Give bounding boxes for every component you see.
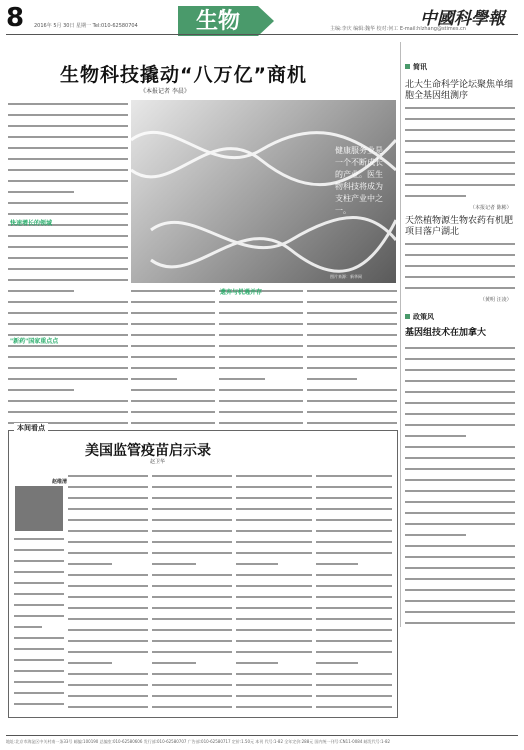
- text-line: [68, 574, 148, 582]
- subhead-1: 快速增长的领域: [10, 220, 53, 227]
- text-line: [8, 356, 128, 364]
- text-line: [14, 582, 64, 590]
- text-line: [236, 629, 312, 637]
- text-line: [219, 411, 303, 419]
- text-line: [405, 556, 515, 564]
- text-line: [405, 468, 515, 476]
- text-line: [68, 508, 148, 516]
- text-line: [152, 541, 232, 549]
- text-line: [307, 356, 397, 364]
- text-line: [405, 523, 515, 531]
- text-line: [316, 552, 392, 560]
- text-line: [8, 191, 128, 199]
- text-line: [316, 508, 392, 516]
- header-meta: 2016年 5月 30日 星期一 Tel:010-62580704: [34, 23, 138, 29]
- article-column-3: [219, 287, 303, 425]
- text-line: [68, 673, 148, 681]
- sidebar-item-1-source: （本报记者 陈彬）: [470, 205, 512, 211]
- text-line: [405, 118, 515, 126]
- sidebar-item-2-title: 天然植物源生物农药有机肥项目落户湖北: [405, 216, 514, 237]
- sidebar-item-1-text: [405, 104, 515, 204]
- text-line: [131, 290, 215, 298]
- text-line: [219, 378, 303, 386]
- feature-column-2: [68, 472, 148, 712]
- text-line: [236, 585, 312, 593]
- text-line: [14, 560, 64, 568]
- feature-tag: 本间看点: [14, 423, 48, 433]
- subhead-3: 遗弃与机遇并存: [220, 289, 263, 296]
- text-line: [68, 607, 148, 615]
- text-line: [14, 538, 64, 546]
- text-line: [219, 334, 303, 342]
- text-line: [68, 475, 148, 483]
- text-line: [405, 358, 515, 366]
- text-line: [14, 593, 64, 601]
- text-line: [8, 147, 128, 155]
- footer-text: 地址:北京市海淀区中关村南一条33号 邮编:100190 总编室:010-62580606 发行部:010-62580707 广告部:010-62580717 定价:1.50元 本刊 代号:1-82 全年定价:288元 国内统一刊号:CN11-0084 邮发代号:1-82: [6, 739, 391, 744]
- text-line: [405, 107, 515, 115]
- text-line: [8, 158, 128, 166]
- text-line: [152, 497, 232, 505]
- text-line: [68, 629, 148, 637]
- text-line: [405, 534, 515, 542]
- text-line: [14, 681, 64, 689]
- feature-column-1: [14, 535, 64, 711]
- text-line: [316, 640, 392, 648]
- text-line: [405, 369, 515, 377]
- text-line: [405, 151, 515, 159]
- text-line: [236, 618, 312, 626]
- text-line: [8, 268, 128, 276]
- article-column-1: [8, 100, 128, 430]
- text-line: [8, 290, 128, 298]
- text-line: [405, 567, 515, 575]
- text-line: [152, 662, 232, 670]
- text-line: [152, 607, 232, 615]
- text-line: [307, 301, 397, 309]
- text-line: [8, 312, 128, 320]
- text-line: [8, 345, 128, 353]
- text-line: [68, 563, 148, 571]
- text-line: [405, 162, 515, 170]
- sidebar-item-2-text: [405, 240, 515, 298]
- text-line: [68, 684, 148, 692]
- masthead-logo: 中國科學報: [420, 9, 505, 29]
- subhead-2: "新药"国家重点点: [10, 338, 59, 345]
- sidebar-section-news: 简讯: [405, 62, 427, 72]
- text-line: [131, 334, 215, 342]
- text-line: [14, 670, 64, 678]
- text-line: [8, 180, 128, 188]
- text-line: [316, 530, 392, 538]
- text-line: [152, 673, 232, 681]
- text-line: [68, 651, 148, 659]
- text-line: [219, 422, 303, 425]
- text-line: [236, 508, 312, 516]
- text-line: [152, 508, 232, 516]
- text-line: [8, 400, 128, 408]
- sidebar-item-3-text: [405, 344, 515, 624]
- page-number: 8: [6, 3, 25, 33]
- text-line: [131, 422, 215, 425]
- section-label: 生物: [195, 8, 240, 34]
- text-line: [236, 651, 312, 659]
- article-column-4: [307, 287, 397, 425]
- text-line: [405, 611, 515, 619]
- text-line: [405, 545, 515, 553]
- text-line: [219, 345, 303, 353]
- text-line: [14, 692, 64, 700]
- text-line: [219, 312, 303, 320]
- main-byline: 《本报记者 李晨》: [140, 88, 190, 95]
- text-line: [152, 530, 232, 538]
- text-line: [405, 413, 515, 421]
- text-line: [405, 435, 515, 443]
- text-line: [405, 490, 515, 498]
- text-line: [405, 402, 515, 410]
- text-line: [236, 706, 312, 712]
- text-line: [14, 659, 64, 667]
- text-line: [68, 695, 148, 703]
- text-line: [405, 243, 515, 251]
- text-line: [8, 103, 128, 111]
- text-line: [8, 279, 128, 287]
- text-line: [307, 290, 397, 298]
- text-line: [307, 389, 397, 397]
- text-line: [68, 640, 148, 648]
- text-line: [236, 596, 312, 604]
- text-line: [236, 607, 312, 615]
- text-line: [152, 475, 232, 483]
- text-line: [316, 519, 392, 527]
- text-line: [152, 706, 232, 712]
- text-line: [131, 400, 215, 408]
- text-line: [68, 497, 148, 505]
- text-line: [405, 600, 515, 608]
- text-line: [405, 501, 515, 509]
- text-line: [316, 486, 392, 494]
- text-line: [8, 202, 128, 210]
- text-line: [14, 604, 64, 612]
- text-line: [219, 301, 303, 309]
- sidebar-item-3-title: 基因组技术在加拿大: [405, 328, 487, 338]
- text-line: [152, 651, 232, 659]
- text-line: [405, 380, 515, 388]
- text-line: [68, 552, 148, 560]
- sidebar-item-2-source: （黄明 汪凌）: [480, 297, 512, 303]
- text-line: [405, 195, 515, 203]
- author-photo: [15, 486, 63, 531]
- text-line: [14, 637, 64, 645]
- text-line: [307, 334, 397, 342]
- text-line: [316, 662, 392, 670]
- text-line: [405, 446, 515, 454]
- text-line: [8, 136, 128, 144]
- text-line: [8, 125, 128, 133]
- text-line: [8, 257, 128, 265]
- text-line: [68, 486, 148, 494]
- text-line: [236, 530, 312, 538]
- text-line: [8, 114, 128, 122]
- text-line: [405, 254, 515, 262]
- text-line: [307, 378, 397, 386]
- text-line: [405, 276, 515, 284]
- section-tag: [178, 6, 258, 36]
- text-line: [236, 497, 312, 505]
- header-divider: [6, 34, 518, 35]
- text-line: [316, 574, 392, 582]
- text-line: [405, 347, 515, 355]
- text-line: [219, 400, 303, 408]
- author-photo-label: 赵维清: [52, 479, 68, 485]
- text-line: [316, 618, 392, 626]
- sidebar-section-policy: 政策风: [405, 312, 434, 322]
- feature-author: 赵卫华: [150, 459, 166, 465]
- text-line: [405, 287, 515, 295]
- text-line: [316, 563, 392, 571]
- text-line: [14, 648, 64, 656]
- text-line: [8, 389, 128, 397]
- text-line: [131, 323, 215, 331]
- text-line: [131, 389, 215, 397]
- text-line: [68, 662, 148, 670]
- text-line: [405, 479, 515, 487]
- text-line: [131, 312, 215, 320]
- text-line: [307, 400, 397, 408]
- text-line: [68, 706, 148, 712]
- text-line: [14, 626, 64, 634]
- text-line: [405, 589, 515, 597]
- text-line: [236, 519, 312, 527]
- text-line: [405, 457, 515, 465]
- text-line: [131, 411, 215, 419]
- text-line: [219, 389, 303, 397]
- text-line: [236, 662, 312, 670]
- text-line: [405, 424, 515, 432]
- text-line: [307, 312, 397, 320]
- text-line: [405, 129, 515, 137]
- article-column-2: [131, 287, 215, 425]
- text-line: [316, 596, 392, 604]
- text-line: [131, 378, 215, 386]
- footer-divider: [6, 735, 518, 736]
- text-line: [152, 519, 232, 527]
- text-line: [236, 541, 312, 549]
- text-line: [219, 356, 303, 364]
- text-line: [236, 486, 312, 494]
- text-line: [405, 173, 515, 181]
- text-line: [152, 629, 232, 637]
- text-line: [236, 552, 312, 560]
- text-line: [68, 530, 148, 538]
- text-line: [8, 169, 128, 177]
- text-line: [316, 629, 392, 637]
- text-line: [68, 618, 148, 626]
- text-line: [68, 541, 148, 549]
- text-line: [152, 684, 232, 692]
- text-line: [236, 695, 312, 703]
- text-line: [405, 184, 515, 192]
- text-line: [8, 323, 128, 331]
- text-line: [316, 695, 392, 703]
- text-line: [316, 607, 392, 615]
- text-line: [152, 563, 232, 571]
- text-line: [152, 552, 232, 560]
- text-line: [405, 391, 515, 399]
- text-line: [307, 345, 397, 353]
- text-line: [14, 703, 64, 711]
- feature-column-3: [152, 472, 232, 712]
- text-line: [219, 323, 303, 331]
- text-line: [316, 673, 392, 681]
- text-line: [8, 301, 128, 309]
- text-line: [316, 585, 392, 593]
- text-line: [307, 367, 397, 375]
- text-line: [152, 640, 232, 648]
- text-line: [152, 618, 232, 626]
- text-line: [316, 706, 392, 712]
- feature-column-4: [236, 472, 312, 712]
- main-headline: 生物科技撬动“八万亿”商机: [60, 64, 307, 86]
- text-line: [131, 345, 215, 353]
- text-line: [8, 378, 128, 386]
- feature-title: 美国监管疫苗启示录: [85, 443, 211, 459]
- text-line: [152, 486, 232, 494]
- text-line: [316, 541, 392, 549]
- photo-credit: 图片来源：新华网: [330, 274, 362, 279]
- text-line: [152, 596, 232, 604]
- text-line: [152, 585, 232, 593]
- text-line: [152, 695, 232, 703]
- text-line: [131, 301, 215, 309]
- text-line: [131, 356, 215, 364]
- feature-column-5: [316, 472, 392, 712]
- text-line: [14, 549, 64, 557]
- text-line: [152, 574, 232, 582]
- text-line: [219, 367, 303, 375]
- text-line: [316, 684, 392, 692]
- text-line: [307, 411, 397, 419]
- text-line: [405, 512, 515, 520]
- text-line: [405, 622, 515, 624]
- text-line: [307, 323, 397, 331]
- text-line: [405, 578, 515, 586]
- text-line: [68, 585, 148, 593]
- text-line: [405, 140, 515, 148]
- sidebar-item-1-title: 北大生命科学论坛聚焦单细胞全基因组测序: [405, 80, 514, 101]
- text-line: [316, 651, 392, 659]
- text-line: [8, 235, 128, 243]
- text-line: [14, 571, 64, 579]
- editor-info: 主编:李庆 编辑:魏华 校对:何工 E-mail:hlzhang@stimes.cn: [330, 26, 466, 32]
- text-line: [236, 673, 312, 681]
- text-line: [68, 596, 148, 604]
- text-line: [405, 265, 515, 273]
- text-line: [8, 246, 128, 254]
- text-line: [8, 411, 128, 419]
- text-line: [236, 475, 312, 483]
- text-line: [307, 422, 397, 425]
- text-line: [131, 367, 215, 375]
- text-line: [236, 684, 312, 692]
- text-line: [236, 574, 312, 582]
- text-line: [316, 475, 392, 483]
- text-line: [316, 497, 392, 505]
- text-line: [14, 615, 64, 623]
- photo-quote: 健康服务业是一个不断成长的产业。医生物科技将成为支柱产业中之一。: [335, 146, 383, 215]
- text-line: [8, 367, 128, 375]
- text-line: [236, 563, 312, 571]
- text-line: [68, 519, 148, 527]
- text-line: [236, 640, 312, 648]
